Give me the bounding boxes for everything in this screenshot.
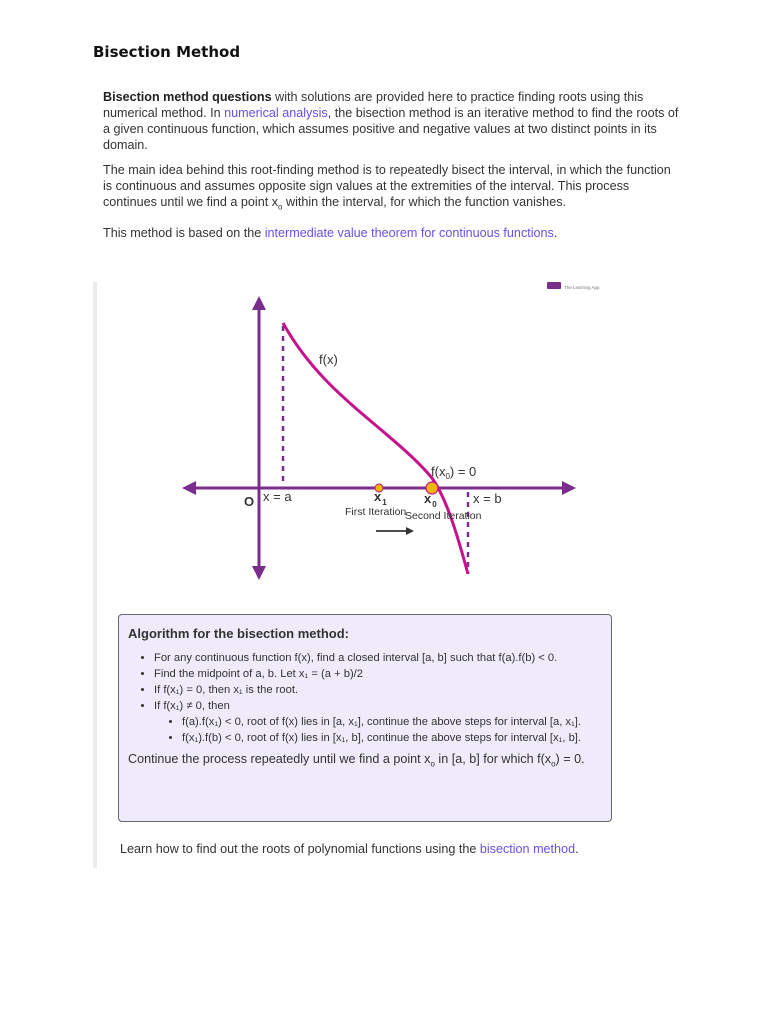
x-axis-right-arrow <box>562 481 576 495</box>
algorithm-step: • For any continuous function f(x), find a closed interval [a, b] such that f(a).f(b) < 0. <box>154 650 601 666</box>
document-title: Bisection Method <box>93 43 241 61</box>
algorithm-heading: Algorithm for the bisection method: <box>128 626 349 641</box>
footer-text: Continue the process repeatedly until we find a point x <box>128 752 431 766</box>
subscript: o <box>551 759 556 769</box>
fx-label: f(x) <box>319 352 338 367</box>
intro-paragraph-3 <box>103 225 683 241</box>
ivt-link[interactable]: intermediate value theorem for continuous functions <box>264 225 554 240</box>
learn-more-line <box>120 842 579 856</box>
intro-text: The main idea behind this root-finding method is to repeatedly bisect the interval, in which the function is continuous and assumes opposite sign values at the extremities of the interval. This process continues until we find a point x <box>103 163 671 209</box>
algorithm-step: • If f(x₁) = 0, then x₁ is the root. <box>154 682 601 698</box>
algorithm-step <box>154 698 601 746</box>
algorithm-box <box>118 614 612 822</box>
origin-label: O <box>244 494 255 509</box>
numerical-analysis-link[interactable]: numerical analysis <box>224 106 328 120</box>
footer-text: in [a, b] for which f(x <box>434 752 552 766</box>
algorithm-substeps <box>154 714 601 746</box>
intro-text: This method is based on the <box>103 225 265 240</box>
algorithm-footer <box>128 750 601 774</box>
x1-label: $x_1$ <box>374 489 387 507</box>
function-curve <box>283 323 468 574</box>
subscript: o <box>430 759 435 769</box>
x-equals-a-label: x = a <box>263 489 292 504</box>
y-axis-up-arrow <box>252 296 266 310</box>
root-label: $f(x_0) = 0$ <box>431 464 477 481</box>
y-axis-down-arrow <box>252 566 266 580</box>
subscript: o <box>278 202 283 212</box>
algorithm-steps <box>128 650 601 746</box>
x-equals-b-label: x = b <box>473 491 502 506</box>
bisection-method-link[interactable]: bisection method <box>479 842 576 856</box>
algorithm-step-text: If f(x₁) ≠ 0, then <box>154 700 230 712</box>
learn-tail: . <box>575 842 579 856</box>
intro-text: , the bisection method is an iterative method to find the roots of a given continuous function, which assumes positive and negative values at two distinct points in its domain. <box>103 106 679 152</box>
intro-text: within the interval, for which the function vanishes. <box>282 195 566 209</box>
bisection-diagram <box>118 278 616 600</box>
watermark-text: The Learning App <box>564 285 600 290</box>
algorithm-substep: • f(a).f(x₁) < 0, root of f(x) lies in [a, x₁], continue the above steps for interval [a, x₁]. <box>182 714 601 730</box>
second-iteration-label: Second Iteration <box>405 510 482 522</box>
first-iteration-label: First Iteration <box>345 506 407 518</box>
intro-text: . <box>553 225 558 240</box>
intro-text: with solutions are provided here to practice finding roots using this numerical method. In <box>103 90 644 120</box>
iteration-arrow-head <box>406 527 414 535</box>
algorithm-substep: • f(x₁).f(b) < 0, root of f(x) lies in [x₁, b], continue the above steps for interval [x₁, b]. <box>182 730 601 746</box>
intro-bold-phrase: Bisection method questions <box>103 90 272 104</box>
quote-left-border <box>93 282 97 868</box>
intro-paragraph-2 <box>103 162 683 216</box>
x0-label: $x_0$ <box>424 491 437 509</box>
intro-section <box>103 89 683 250</box>
footer-text: ) = 0. <box>555 752 585 766</box>
intro-paragraph-1 <box>103 89 683 153</box>
algorithm-step: • Find the midpoint of a, b. Let x₁ = (a + b)/2 <box>154 666 601 682</box>
learn-text: Learn how to find out the roots of polynomial functions using the <box>120 842 480 856</box>
x-axis-left-arrow <box>182 481 196 495</box>
